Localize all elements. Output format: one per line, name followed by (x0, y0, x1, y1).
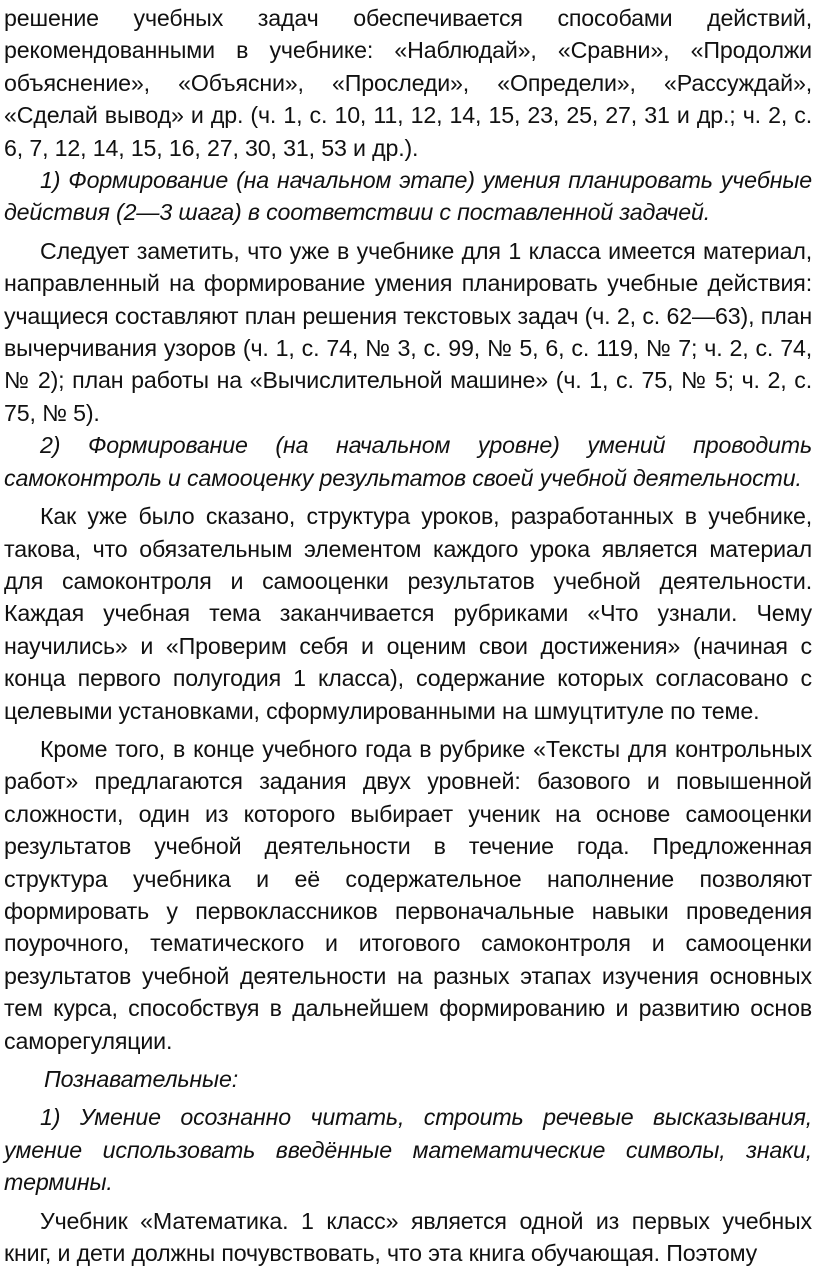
section-heading-cognitive: Познавательные: (44, 1066, 238, 1092)
paragraph-lesson-structure: Как уже было сказано, структура уроков, разработанных в учебнике, такова, что обязательным элементом каждого урока является материал для самоконтроля и самооценки результатов учебной деятельности. Каждая учебная тема заканчивается рубриками «Что узнали. Чему научились» и «Проверим себя и оценим свои достижения» (начиная с конца первого полугодия 1 класса), содержание которых согласовано с целевыми установками, сформулированными на шмуцтитуле по теме. (4, 503, 812, 724)
paragraph-textbook-intro: Учебник «Математика. 1 класс» является одной из первых учебных книг, и дети должны почувствовать, что эта книга обучающая. Поэтому (4, 1207, 812, 1267)
paragraph-planning-skill-heading: 1) Формирование (на начальном этапе) умения планировать учебные действия (2—3 шага) в соответствии с поставленной задачей. (4, 167, 812, 226)
paragraph-planning-materials: Следует заметить, что уже в учебнике для 1 класса имеется материал, направленный на формирование умения планировать учебные действия: учащиеся составляют план решения текстовых задач (ч. 2, с. 62—63), план вычерчивания узоров (ч. 1, с. 74, № 3, с. 99, № 5, 6, с. 119, № 7; ч. 2, с. 74, № 2); план работы на «Вычислительной машине» (ч. 1, с. 75, № 5; ч. 2, с. 75, № 5). (4, 237, 812, 426)
paragraph-action-methods: решение учебных задач обеспечивается способами действий, рекомендованными в учебнике: «Наблюдай», «Сравни», «Продолжи объяснение», «Объясни», «Проследи», «Определи», «Рассуждай», «Сделай вывод» и др. (ч. 1, с. 10, 11, 12, 14, 15, 23, 25, 27, 31 и др.; ч. 2, с. 6, 7, 12, 14, 15, 16, 27, 30, 31, 53 и др.). (4, 5, 812, 161)
paragraph-reading-skill-heading: 1) Умение осознанно читать, строить речевые высказывания, умение использовать введённые математические символы, знаки, термины. (4, 1104, 812, 1196)
paragraph-self-control-heading: 2) Формирование (на начальном уровне) умений проводить самоконтроль и самооценку результатов своей учебной деятельности. (4, 432, 812, 491)
paragraph-control-works: Кроме того, в конце учебного года в рубрике «Тексты для контрольных работ» предлагаются задания двух уровней: базового и повышенной сложности, один из которого выбирает ученик на основе самооценки результатов учебной деятельности в течение года. Предложенная структура учебника и её содержательное наполнение позволяют формировать у первоклассников первоначальные навыки проведения поурочного, тематического и итогового самоконтроля и самооценки результатов учебной деятельности на разных этапах изучения основных тем курса, способствуя в дальнейшем формированию и развитию основ саморегуляции. (4, 735, 812, 1054)
document-page (4, 2, 812, 1269)
